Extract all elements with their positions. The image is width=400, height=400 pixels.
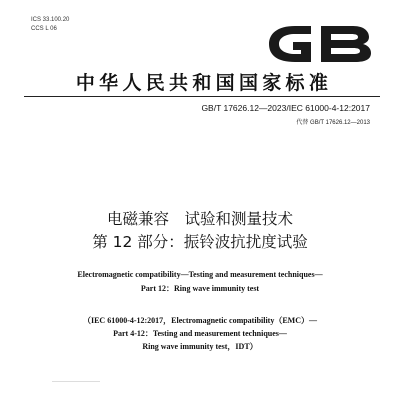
iec-reference-line-2: Part 4-12：Testing and measurement techniques— — [113, 329, 287, 338]
iec-reference-line-3: Ring wave immunity test，IDT） — [142, 342, 258, 351]
document-title-en-line-2: Part 12：Ring wave immunity test — [140, 284, 260, 293]
gb-logo — [265, 22, 375, 66]
document-title-cn-line-2: 第 12 部分：振铃波抗扰度试验 — [92, 233, 308, 251]
ccs-code: CCS L 06 — [31, 26, 57, 32]
bottom-divider — [52, 381, 100, 382]
national-standard-title: 中华人民共和国国家标准 — [75, 72, 333, 94]
replaces-note: 代替 GB/T 17626.12—2013 — [296, 120, 370, 126]
gb-logo-letter-g — [269, 26, 311, 62]
document-title-cn-line-1: 电磁兼容 试验和测量技术 — [106, 210, 293, 228]
gb-logo-letter-b — [321, 26, 371, 62]
ics-code: ICS 33.100.20 — [31, 17, 70, 23]
standard-number: GB/T 17626.12—2023/IEC 61000-4-12:2017 — [201, 103, 370, 113]
iec-reference-line-1: （IEC 61000-4-12:2017，Electromagnetic compatibility（EMC）— — [82, 316, 318, 325]
header-rule — [24, 96, 380, 97]
document-title-en-line-1: Electromagnetic compatibility—Testing and measurement techniques— — [77, 270, 323, 279]
classification-codes — [31, 16, 69, 34]
